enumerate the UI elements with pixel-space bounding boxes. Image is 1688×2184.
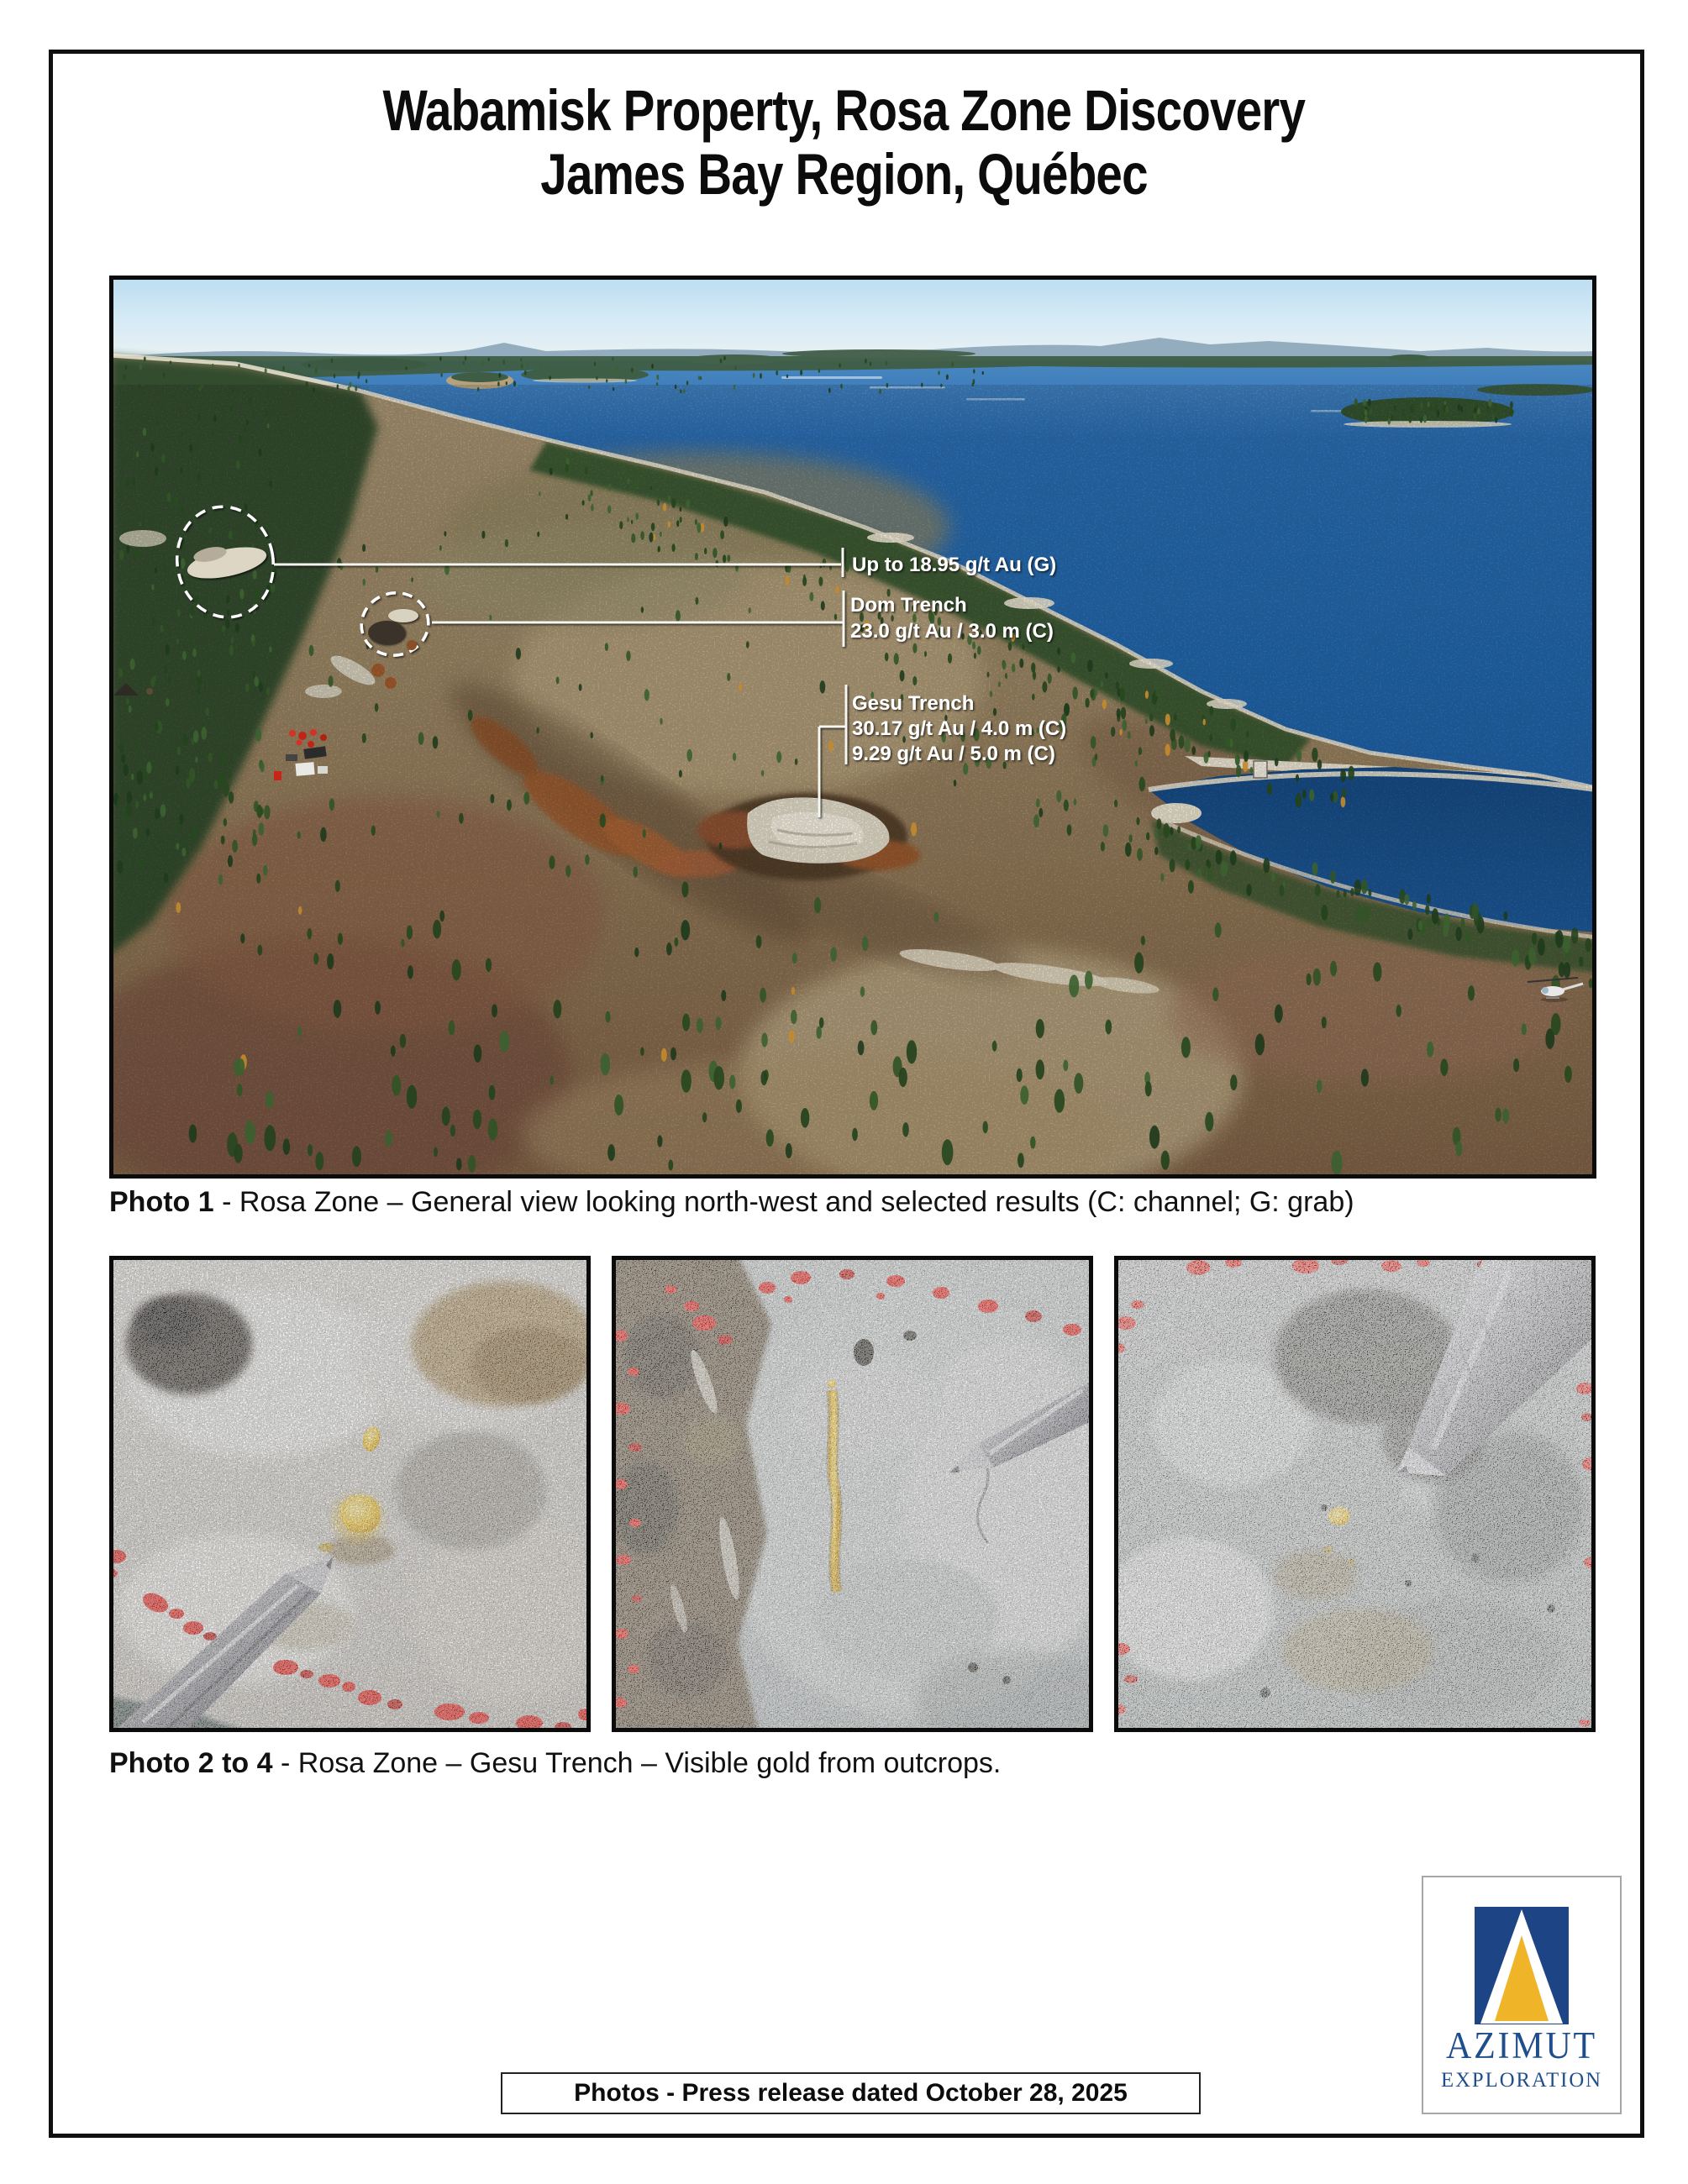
annotation-dom-name: Dom Trench [850,594,967,617]
annotation-dom-result: 23.0 g/t Au / 3.0 m (C) [850,620,1054,643]
logo-tagline: EXPLORATION [1441,2069,1602,2092]
page-title [0,79,1688,207]
photo-row-caption-text: - Rosa Zone – Gesu Trench – Visible gold from outcrops. [272,1747,1002,1779]
rock-photo-4 [1114,1256,1596,1732]
logo-company-name: AZIMUT [1446,2024,1597,2066]
annotation-gesu-result-1: 30.17 g/t Au / 4.0 m (C) [852,717,1067,740]
title-line-2: James Bay Region, Québec [540,142,1148,207]
photo-row-caption [109,1747,1605,1780]
aerial-photo [109,276,1596,1179]
azimut-logo [1422,1876,1622,2114]
sky [109,276,1596,360]
title-line-1: Wabamisk Property, Rosa Zone Discovery [382,78,1306,143]
annotation-gesu-name: Gesu Trench [852,692,975,715]
rock-photo-3 [612,1256,1093,1732]
press-release-note [501,2072,1201,2114]
press-release-text: Photos - Press release dated October 28, 2025 [574,2079,1128,2107]
terrain-texture [109,385,1596,1179]
photo1-caption-label: Photo 1 [109,1186,214,1218]
annotation-gesu-result-2: 9.29 g/t Au / 5.0 m (C) [852,743,1055,765]
rock-photo-2 [109,1256,591,1732]
photo1-caption [109,1186,1605,1219]
photo1-caption-text: - Rosa Zone – General view looking north-west and selected results (C: channel; G: grab) [213,1186,1354,1218]
annotation-grab-result: Up to 18.95 g/t Au (G) [852,554,1057,576]
photo-row-caption-label: Photo 2 to 4 [109,1747,273,1779]
